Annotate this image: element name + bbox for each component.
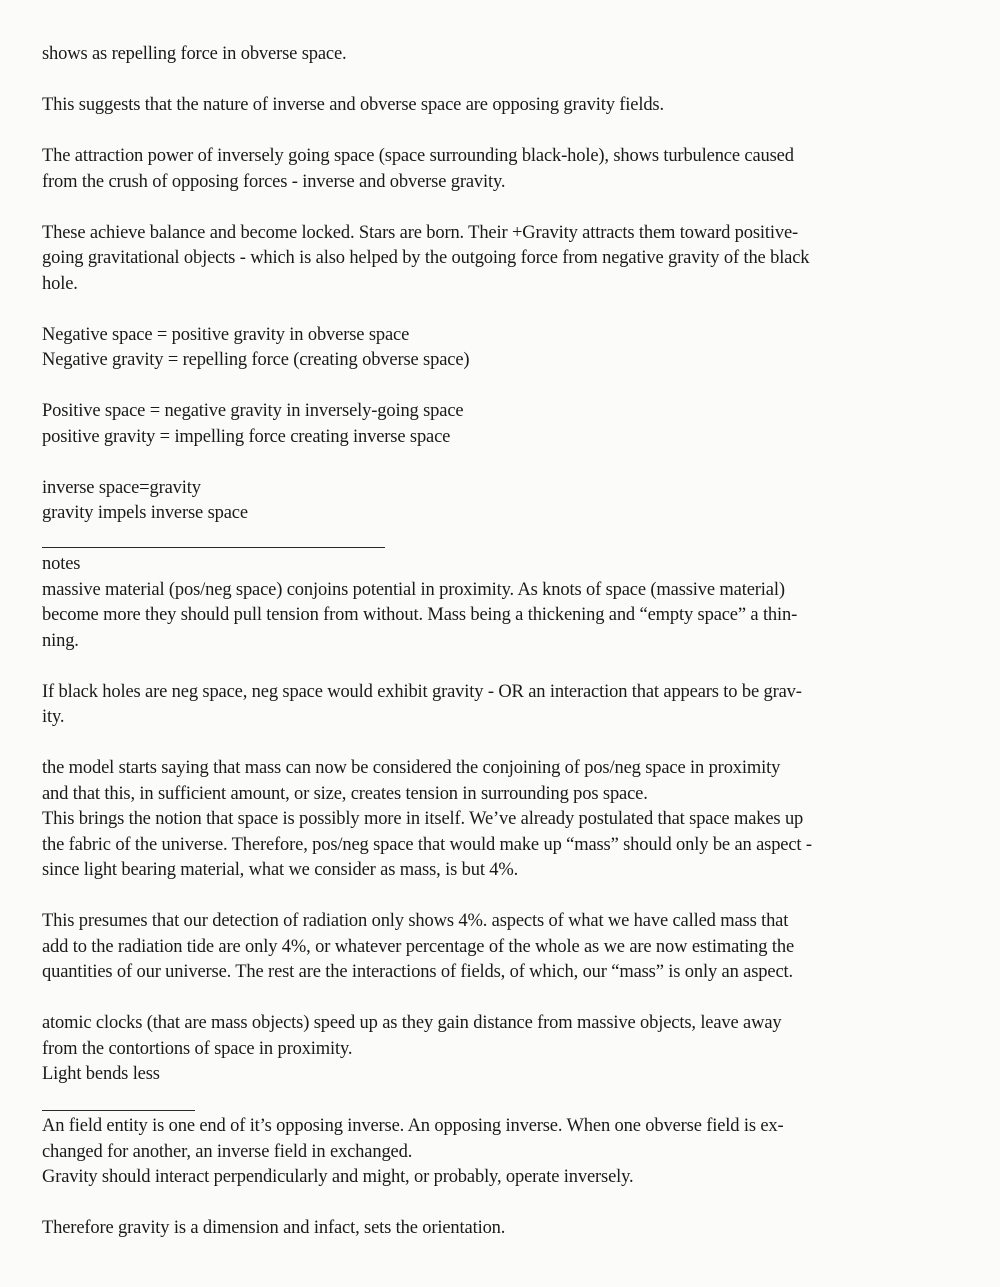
text-line: Positive space = negative gravity in inversely-going space (42, 401, 464, 421)
text-line: the model starts saying that mass can now be considered the conjoining of pos/neg space in proximity (42, 758, 781, 778)
text-line: from the contortions of space in proximity. (42, 1038, 353, 1059)
text-line: This suggests that the nature of inverse and obverse space are opposing gravity fields. (42, 95, 664, 115)
text-line: and that this, in sufficient amount, or size, creates tension in surrounding pos space. (42, 783, 648, 804)
paragraph-repelling-force (42, 42, 942, 68)
note-atomic-clocks (42, 1011, 942, 1088)
note-radiation (42, 909, 942, 986)
text-line: ity. (42, 707, 65, 727)
text-line: Therefore gravity is a dimension and infact, sets the orientation. (42, 1218, 506, 1238)
text-line: If black holes are neg space, neg space would exhibit gravity - OR an interaction that appears to be grav- (42, 681, 802, 702)
divider-rule-notes (42, 547, 385, 548)
paragraph-stars-born (42, 221, 942, 298)
text-line: atomic clocks (that are mass objects) speed up as they gain distance from massive objects, leave away (42, 1013, 782, 1033)
text-line: add to the radiation tide are only 4%, or whatever percentage of the whole as we are now estimating the (42, 936, 795, 957)
text-line: inverse space=gravity (42, 477, 201, 498)
definitions-positive (42, 399, 942, 450)
note-model (42, 756, 942, 884)
text-line: the fabric of the universe. Therefore, pos/neg space that would make up “mass” should only be an aspect - (42, 834, 812, 855)
text-line: Negative gravity = repelling force (creating obverse space) (42, 350, 470, 370)
text-line: become more they should pull tension from without. Mass being a thickening and “empty space” a thin- (42, 605, 798, 625)
definitions-negative (42, 323, 942, 374)
text-line: hole. (42, 273, 78, 294)
paragraph-conclusion (42, 1216, 942, 1242)
text-line: Light bends less (42, 1064, 160, 1084)
document-page (42, 42, 942, 1088)
notes-section (42, 552, 942, 1088)
text-line: going gravitational objects - which is also helped by the outgoing force from negative gravity of the black (42, 248, 810, 268)
text-line: gravity impels inverse space (42, 503, 248, 523)
paragraph-attraction-power (42, 144, 942, 195)
text-line: An field entity is one end of it’s opposing inverse. An opposing inverse. When one obverse field is ex- (42, 1116, 784, 1136)
notes-heading: notes (42, 554, 81, 574)
text-line: quantities of our universe. The rest are the interactions of fields, of which, our “mass” is only an aspect. (42, 962, 793, 982)
text-line: shows as repelling force in obverse space. (42, 44, 347, 64)
text-line: Negative space = positive gravity in obverse space (42, 324, 410, 345)
text-line: massive material (pos/neg space) conjoins potential in proximity. As knots of space (massive material) (42, 579, 785, 600)
note-massive-material (42, 578, 942, 655)
note-black-holes (42, 680, 942, 731)
divider-rule-final (42, 1110, 195, 1111)
text-line: from the crush of opposing forces - inverse and obverse gravity. (42, 171, 506, 192)
text-line: This presumes that our detection of radiation only shows 4%. aspects of what we have called mass that (42, 911, 789, 931)
text-line: The attraction power of inversely going space (space surrounding black-hole), shows turbulence caused (42, 146, 794, 166)
paragraph-opposing-fields (42, 93, 942, 119)
text-line: These achieve balance and become locked. Stars are born. Their +Gravity attracts them toward positive- (42, 222, 799, 243)
text-line: ning. (42, 630, 79, 651)
text-line: Gravity should interact perpendicularly and might, or probably, operate inversely. (42, 1167, 634, 1187)
definitions-inverse (42, 476, 942, 527)
text-line: This brings the notion that space is possibly more in itself. We’ve already postulated that space makes up (42, 809, 804, 829)
final-section (42, 1114, 942, 1242)
text-line: changed for another, an inverse field in exchanged. (42, 1141, 413, 1162)
paragraph-field-entity (42, 1114, 942, 1191)
text-line: since light bearing material, what we consider as mass, is but 4%. (42, 860, 519, 880)
text-line: positive gravity = impelling force creating inverse space (42, 426, 451, 447)
